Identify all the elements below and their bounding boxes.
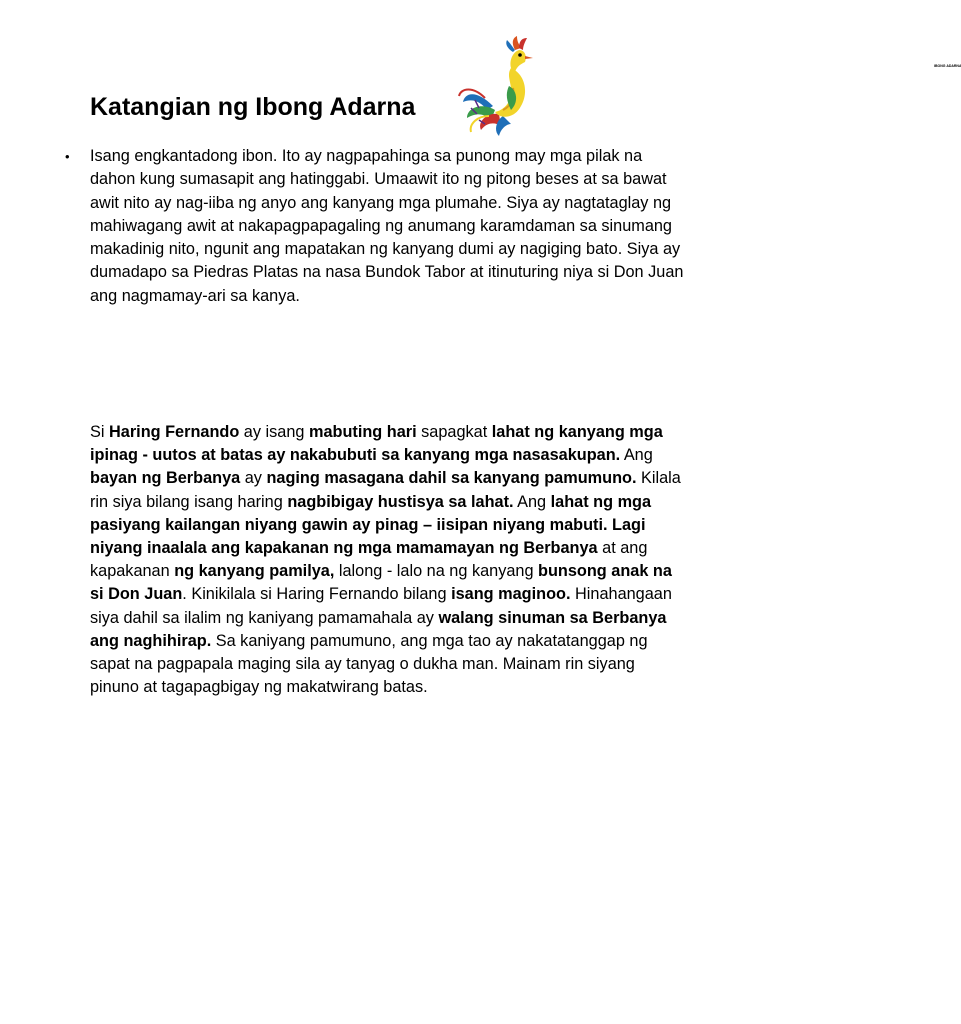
- bold-text-segment: naging masagana dahil sa kanyang pamumuno.: [266, 469, 637, 488]
- bullet-text: Isang engkantadong ibon. Ito ay nagpapahinga sa punong may mga pilak na dahon kung sumasapit ang hatinggabi. Umaawit ito ng pitong beses at sa bawat awit nito ay nag-iiba ng anyo ang kanyang mga plumahe. Siya ay nagtataglay ng mahiwagang awit at nakapagpapagaling ng anumang karamdaman sa sinumang makadinig nito, ngunit ang mapatakan ng kanyang dumi ay nagiging bato. Siya ay dumadapo sa Piedras Platas na nasa Bundok Tabor at itinuturing niya si Don Juan ang nagmamay-ari sa kanya.: [90, 147, 684, 305]
- bold-text-segment: lahat ng kanyang mga ipinag - uutos at batas ay nakabubuti sa kanyang mga nasasakupan.: [90, 423, 663, 465]
- bird-illustration-icon: [455, 28, 545, 140]
- bold-text-segment: bunsong anak na si Don Juan: [90, 562, 672, 604]
- bullet-marker: •: [65, 149, 70, 164]
- bold-text-segment: isang maginoo.: [451, 585, 571, 604]
- text-segment: Sa kaniyang pamumuno, ang mga tao ay nakatatanggap ng sapat na pagpapala maging sila ay tanyag o dukha man. Mainam rin siyang pinuno at tagapagbigay ng makatwirang batas.: [90, 631, 648, 697]
- page-title: Katangian ng Ibong Adarna: [90, 93, 416, 121]
- text-segment: . Kinikilala si Haring Fernando bilang: [182, 585, 452, 604]
- bold-text-segment: walang sinuman sa Berbanya ang naghihirap.: [90, 608, 667, 650]
- text-segment: Hinahangaan siya dahil sa ilalim ng kaniyang pamamahala ay: [90, 585, 672, 627]
- text-segment: Ang: [620, 446, 653, 465]
- text-segment: Si: [90, 423, 110, 441]
- paragraph-text: [90, 421, 682, 699]
- bold-text-segment: mabuting hari: [308, 423, 417, 441]
- bold-text-segment: nagbibigay hustisya sa lahat.: [287, 492, 514, 511]
- text-segment: Ang: [513, 492, 551, 511]
- bold-text-segment: bayan ng Berbanya: [90, 469, 241, 488]
- bold-text-segment: Haring Fernando: [109, 423, 240, 441]
- haring-fernando-paragraph: [90, 421, 682, 699]
- bold-text-segment: lahat ng mga pasiyang kailangan niyang gawin ay pinag – iisipan niyang mabuti. Lagi niyang inaalala ang kapakanan ng mga mamamayan ng Berbanya: [90, 492, 652, 558]
- text-segment: ay isang: [239, 423, 309, 441]
- text-segment: ay: [240, 469, 267, 488]
- text-segment: lalong - lalo na ng kanyang: [334, 562, 539, 581]
- image-caption: IBONG ADARNA: [934, 64, 961, 68]
- text-segment: at ang kapakanan: [90, 539, 648, 581]
- text-segment: sapagkat: [416, 423, 492, 441]
- bold-text-segment: ng kanyang pamilya,: [174, 562, 335, 581]
- text-segment: Kilala rin siya bilang isang haring: [90, 469, 681, 511]
- bullet-list-item: [65, 145, 690, 308]
- ibong-adarna-illustration: [455, 28, 961, 140]
